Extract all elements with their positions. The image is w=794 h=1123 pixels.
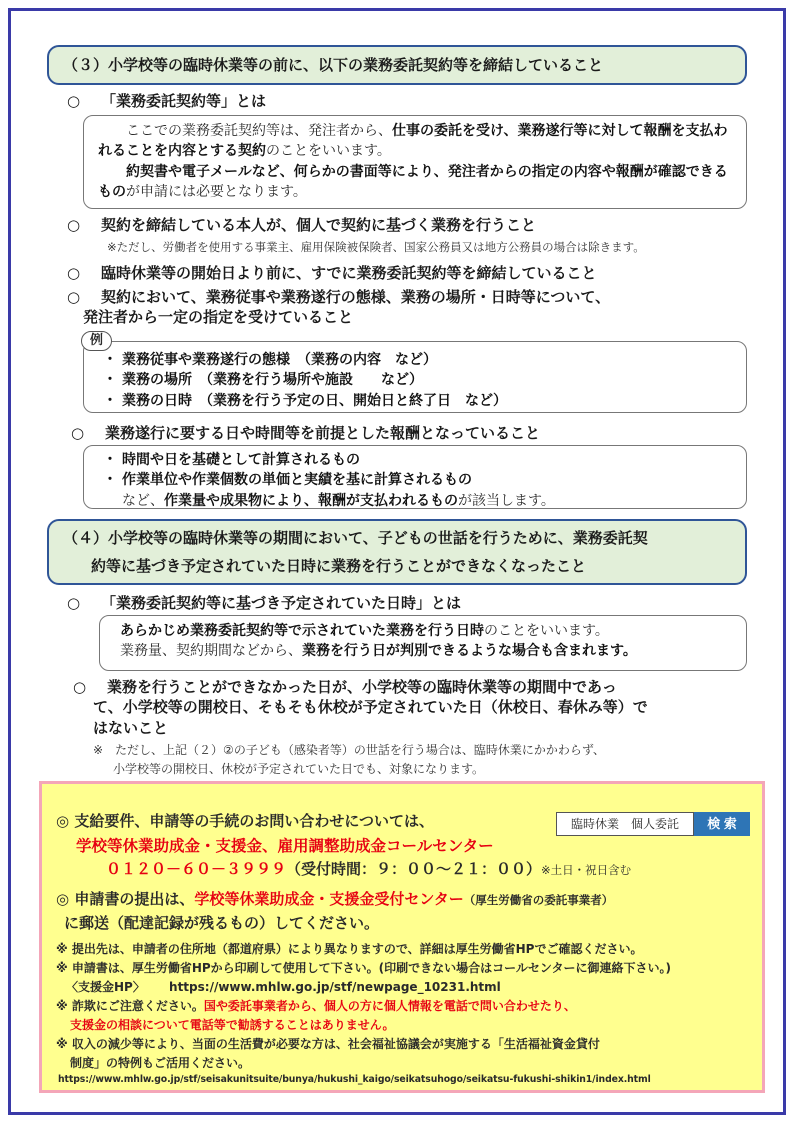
note-3 — [56, 997, 576, 1014]
note-4-line2: 制度」の特例もご活用ください。 — [70, 1056, 251, 1070]
box5-line1-text: 時間や日を基礎として計算されるもの — [122, 452, 360, 468]
search-keyword-box[interactable]: 臨時休業 個人委託 — [556, 812, 694, 836]
sec4-box1-l2b: 業務を行う日が判別できるような場合も含まれます。 — [302, 643, 637, 660]
example-line-3: ・ 業務の日時 （業務を行う予定の日、開始日と終了日 など） — [103, 392, 507, 409]
note-4-line1: ※ 収入の減少等により、当面の生活費が必要な方は、社会福祉協議会が実施する「生活福祉資金貸付 — [56, 1037, 600, 1051]
sec4-note-line2: 小学校等の開校日、休校が予定されていた日でも、対象になります。 — [113, 761, 485, 776]
box5-line3 — [98, 491, 732, 511]
phone-line — [106, 858, 631, 879]
inquiry-line — [56, 810, 434, 831]
sec4-note — [93, 741, 605, 778]
box5-line2-text: 作業単位や作業個数の単価と実績を基に計算されるもの — [122, 472, 472, 489]
circle-mark: ○ — [67, 216, 81, 234]
note-3c: 支援金の相談について電話等で勧誘することはありません。 — [70, 1018, 395, 1032]
box5-line2: ・ 作業単位や作業個数の単価と実績を基に計算されるもの — [103, 472, 472, 489]
callcenter-name: 学校等休業助成金・支援金、雇用調整助成金コールセンター — [76, 837, 494, 855]
receiving-center-name: 学校等休業助成金・支援金受付センター — [194, 890, 464, 908]
section4-header-line2: 約等に基づき予定されていた日時に業務を行うことができなくなったこと — [91, 556, 587, 575]
circle-mark: ○ — [71, 424, 85, 442]
sec4-box1-l1b: のことをいいます。 — [484, 623, 609, 639]
sec3-item4-line2: 発注者から一定の指定を受けていること — [83, 308, 354, 327]
submit-line — [56, 888, 613, 909]
sec4-item2-line3: はないこと — [93, 718, 169, 737]
note-2-url-line — [66, 978, 501, 995]
box1-p2b: が申請には必要となります。 — [126, 183, 307, 200]
sec3-box1 — [83, 115, 747, 209]
support-hp-label: 〈支援金HP〉 — [66, 980, 145, 994]
circle-mark: ○ — [67, 92, 81, 110]
example-text-2: 業務の場所 （業務を行う場所や施設 など） — [122, 372, 423, 389]
phone-number[interactable]: ０１２０－６０－３９９９ — [106, 860, 287, 878]
submit-text-c: （厚生労働省の委託事業者） — [463, 893, 614, 907]
sec3-item5-text: 業務遂行に要する日や時間等を前提とした報酬となっていること — [105, 424, 541, 442]
sec4-item1 — [67, 593, 461, 613]
note-3b: 国や委託事業者から、個人の方に個人情報を電話で問い合わせたり、 — [203, 999, 576, 1013]
sec3-item1-text: 「業務委託契約等」とは — [101, 92, 267, 110]
box5-l3a: など、 — [122, 492, 164, 509]
sec4-box1-l2a: 業務量、契約期間などから、 — [120, 643, 302, 660]
example-text-3: 業務の日時 （業務を行う予定の日、開始日と終了日 など） — [122, 392, 507, 409]
example-line-1: ・ 業務従事や業務遂行の態様 （業務の内容 など） — [103, 352, 437, 368]
sec4-item2 — [73, 677, 753, 738]
box5-l3b: 作業量や成果物により、報酬が支払われるもの — [164, 492, 458, 509]
inquiry-text: 支給要件、申請等の手続のお問い合わせについては、 — [74, 812, 435, 830]
box1-paragraph1 — [98, 121, 732, 162]
submit-text-a: 申請書の提出は、 — [74, 890, 195, 908]
box5-l3c: が該当します。 — [458, 492, 555, 509]
sec4-box1 — [99, 615, 747, 671]
sec3-item2-note: ※ただし、労働者を使用する事業主、雇用保険被保険者、国家公務員又は地方公務員の場合は除きます。 — [107, 240, 645, 254]
section3-header-text: （３）小学校等の臨時休業等の前に、以下の業務委託契約等を締結していること — [63, 56, 604, 74]
example-text-1: 業務従事や業務遂行の態様 （業務の内容 など） — [122, 352, 437, 368]
sec3-item4 — [67, 287, 610, 328]
sec3-item4-line1: 契約において、業務従事や業務遂行の態様、業務の場所・日時等について、 — [101, 288, 611, 306]
note-3a: ※ 詐欺にご注意ください。 — [56, 999, 204, 1013]
section4-header — [47, 519, 747, 585]
sec4-box1-line2 — [120, 641, 732, 661]
example-tag: 例 — [81, 331, 112, 351]
office-hours: （受付時間：９：００～２１：００） — [286, 860, 542, 878]
circle-mark: ○ — [67, 594, 81, 612]
sec4-box1-line1 — [120, 621, 732, 641]
sec3-example-box — [83, 341, 747, 413]
box5-line1: ・ 時間や日を基礎として計算されるもの — [103, 452, 360, 468]
box1-p1b: 仕事の委託を受け、業務遂行等に対して報酬を支払われることを内容とする契約 — [98, 123, 728, 160]
section3-header — [47, 45, 747, 85]
sec4-item2-line1: 業務を行うことができなかった日が、小学校等の臨時休業等の期間中であっ — [107, 678, 617, 696]
sec4-item2-line2: て、小学校等の開校日、そもそも休校が予定されていた日（休校日、春休み等）で — [93, 698, 648, 717]
sec4-item1-text: 「業務委託契約等に基づき予定されていた日時」とは — [101, 594, 462, 612]
circle-mark: ○ — [67, 264, 81, 282]
circle-mark: ○ — [73, 678, 87, 696]
sec3-item3 — [67, 263, 596, 283]
box1-p2a: 約契書や電子メールなど、何らかの書面等により、発注者からの指定の内容や報酬が確認できるもの — [98, 163, 728, 200]
sec3-item5 — [71, 423, 540, 443]
office-hours-note: ※土日・祝日含む — [541, 863, 632, 877]
sec4-box1-l1a: あらかじめ業務委託契約等で示されていた業務を行う日時 — [120, 623, 484, 639]
contact-info-box — [39, 781, 765, 1093]
note-1: ※ 提出先は、申請者の住所地（都道府県）により異なりますので、詳細は厚生労働省HPでご確認ください。 — [56, 942, 643, 956]
double-circle-icon: ◎ — [56, 812, 70, 830]
note-2: ※ 申請書は、厚生労働省HPから印刷して使用して下さい。(印刷できない場合はコールセンターに御連絡下さい。) — [56, 961, 671, 975]
sec3-box5 — [83, 445, 747, 509]
box1-paragraph2 — [98, 162, 732, 203]
sec3-item2 — [67, 215, 536, 235]
section4-header-line1: （４）小学校等の臨時休業等の期間において、子どもの世話を行うために、業務委託契 — [63, 529, 648, 547]
circle-mark: ○ — [67, 288, 81, 306]
box1-p1a: ここでの業務委託契約等は、発注者から、 — [126, 123, 392, 139]
welfare-fund-link[interactable]: https://www.mhlw.go.jp/stf/seisakunitsuite/bunya/hukushi_kaigo/seikatsuhogo/seikatsu-fukushi-shikin1/index.html — [58, 1074, 651, 1085]
box1-p1c: のことをいいます。 — [266, 143, 391, 160]
sec4-note-line1: ※ ただし、上記（２）②の子ども（感染者等）の世話を行う場合は、臨時休業にかかわらず、 — [93, 743, 605, 757]
sec3-item3-text: 臨時休業等の開始日より前に、すでに業務委託契約等を締結していること — [101, 264, 597, 282]
page-frame — [8, 8, 786, 1115]
submit-line-2: に郵送（配達記録が残るもの）してください。 — [64, 914, 380, 932]
sec3-item1 — [67, 91, 266, 111]
example-line-2: ・ 業務の場所 （業務を行う場所や施設 など） — [103, 372, 423, 389]
sec3-item2-text: 契約を締結している本人が、個人で契約に基づく業務を行うこと — [101, 216, 537, 234]
support-hp-link[interactable]: https://www.mhlw.go.jp/stf/newpage_10231.html — [169, 980, 501, 994]
search-button[interactable]: 検 索 — [694, 812, 750, 836]
double-circle-icon: ◎ — [56, 890, 70, 908]
